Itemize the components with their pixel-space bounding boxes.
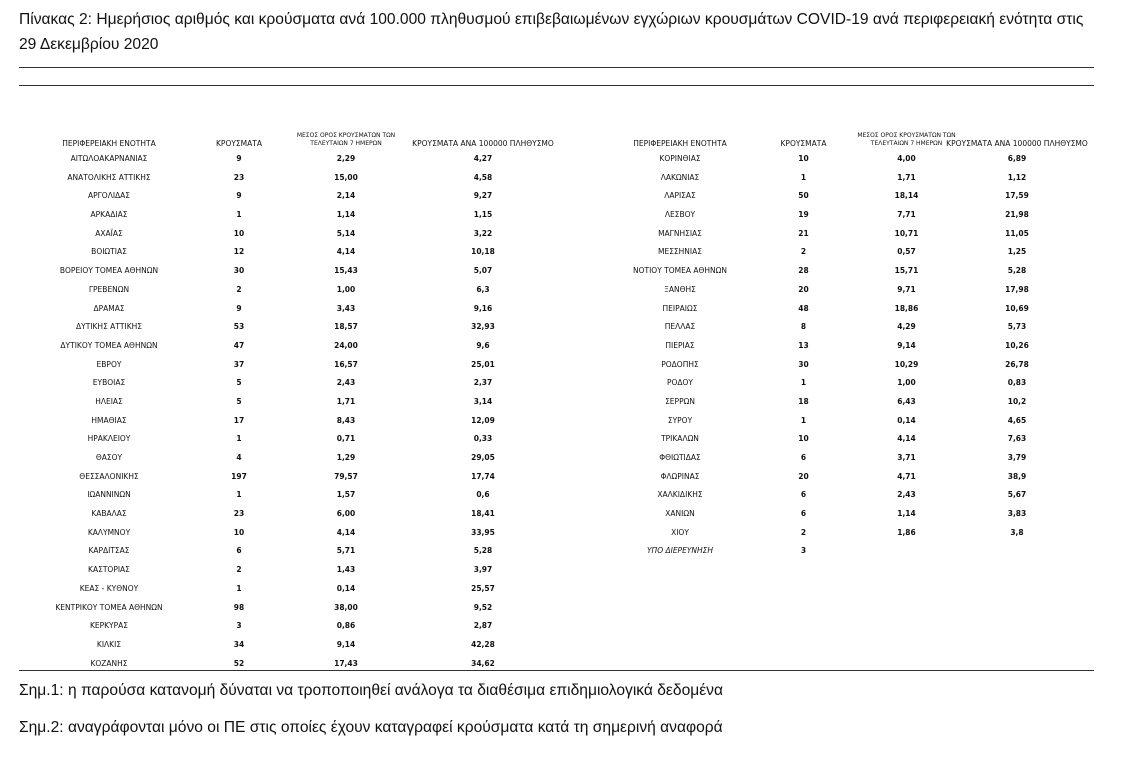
cases-cell: 4 [236,453,242,462]
page-title: Πίνακας 2: Ημερήσιος αριθμός και κρούσματα ανά 100.000 πληθυσμού επιβεβαιωμένων εγχώριων κρουσμάτων COVID-19 ανά περιφερειακή ενότητα στις 29 Δεκεμβρίου 2020 [19,11,1084,53]
avg-cell: 1,14 [336,210,356,220]
cases-cell: 23 [233,509,245,519]
region-cell: ΗΡΑΚΛΕΙΟΥ [87,434,131,444]
avg-cell: 1,14 [897,509,916,519]
per100k-cell: 3,8 [1010,527,1024,537]
region-cell: ΣΕΡΡΩΝ [665,396,695,406]
avg-cell: 7,71 [897,210,916,220]
region-cell: ΗΜΑΘΙΑΣ [91,415,127,425]
cases-cell: 6 [236,546,242,556]
region-cell: ΔΥΤΙΚΗΣ ΑΤΤΙΚΗΣ [76,322,142,332]
per100k-cell: 5,28 [1007,266,1027,276]
per100k-cell: 25,01 [471,359,495,369]
avg-header-line1: ΜΕΣΟΣ ΟΡΟΣ ΚΡΟΥΣΜΑΤΩΝ ΤΩΝ [857,132,956,139]
region-cell: ΠΙΕΡΙΑΣ [665,340,695,350]
per100k-cell: 3,14 [473,396,493,406]
avg-cell: 1,57 [336,490,356,500]
region-cell: ΚΑΛΥΜΝΟΥ [87,527,131,537]
per100k-cell: 7,63 [1007,434,1027,444]
region-cell: ΕΒΡΟΥ [96,359,122,369]
cases-header: ΚΡΟΥΣΜΑΤΑ [780,139,827,148]
avg-cell: 10,29 [894,359,919,369]
per100k-cell: 5,67 [1007,490,1027,500]
region-cell: ΡΟΔΟΠΗΣ [661,359,699,369]
region-cell: ΚΙΛΚΙΣ [96,639,122,649]
cases-cell: 1 [800,415,807,425]
avg-cell: 1,71 [336,396,356,406]
region-cell: ΡΟΔΟΥ [666,378,694,388]
avg-cell: 15,43 [334,266,358,276]
avg-cell: 15,00 [334,172,358,182]
cases-cell: 18 [798,396,809,406]
avg-cell: 79,57 [334,471,358,481]
cases-cell: 9 [236,154,242,163]
region-cell: ΔΥΤΙΚΟΥ ΤΟΜΕΑ ΑΘΗΝΩΝ [60,340,158,350]
region-cell: ΑΡΚΑΔΙΑΣ [90,210,128,220]
cases-cell: 8 [800,322,807,332]
avg-header [278,132,414,148]
avg-cell: 2,14 [336,191,356,201]
avg-cell: 4,71 [897,471,916,481]
per100k-cell: 38,9 [1007,471,1027,481]
avg-cell: 0,71 [336,434,356,444]
cases-cell: 10 [798,434,809,444]
region-cell: ΒΟΙΩΤΙΑΣ [91,247,127,257]
cases-cell: 1 [236,434,242,444]
per100k-cell: 0,6 [476,490,490,500]
divider [19,85,1094,86]
per100k-cell: 9,6 [476,340,490,350]
per100k-cell: 1,12 [1007,172,1027,182]
per100k-cell: 0,83 [1007,378,1027,388]
region-cell: ΚΑΡΔΙΤΣΑΣ [88,546,130,556]
region-cell: ΚΑΒΑΛΑΣ [91,509,127,519]
cases-cell: 53 [233,322,245,332]
avg-cell: 3,71 [897,453,916,462]
region-cell: ΛΕΣΒΟΥ [664,210,696,220]
cases-cell: 1 [236,583,242,593]
region-cell: ΠΕΛΛΑΣ [664,322,696,332]
divider [19,67,1094,68]
avg-header-line2: ΤΕΛΕΥΤΑΙΩΝ 7 ΗΜΕΡΩΝ [310,140,382,147]
avg-cell: 1,00 [336,284,356,294]
region-cell: ΑΧΑΪΑΣ [95,228,123,238]
avg-header-line1: ΜΕΣΟΣ ΟΡΟΣ ΚΡΟΥΣΜΑΤΩΝ ΤΩΝ [296,132,396,139]
avg-cell: 9,71 [897,284,916,294]
per100k-cell: 10,18 [471,247,495,257]
avg-cell: 4,00 [897,154,916,163]
region-cell: ΜΕΣΣΗΝΙΑΣ [657,247,703,257]
cases-cell: 48 [798,303,809,313]
avg-cell: 4,14 [336,527,356,537]
per100k-cell: 2,87 [473,621,493,631]
region-header: ΠΕΡΙΦΕΡΕΙΑΚΗ ΕΝΟΤΗΤΑ [62,139,156,148]
region-header: ΠΕΡΙΦΕΡΕΙΑΚΗ ΕΝΟΤΗΤΑ [633,139,727,148]
avg-cell: 4,14 [336,247,356,257]
region-cell: ΥΠΟ ΔΙΕΡΕΥΝΗΣΗ [646,546,714,556]
avg-cell: 17,43 [334,658,358,668]
per100k-cell: 32,93 [471,322,495,332]
cases-cell: 2 [236,284,242,294]
avg-cell: 1,00 [897,378,916,388]
avg-cell: 18,57 [334,322,358,332]
avg-cell: 38,00 [334,602,358,612]
per100k-header: ΚΡΟΥΣΜΑΤΑ ΑΝΑ 100000 ΠΛΗΘΥΣΜΟ [946,139,1088,148]
region-cell: ΗΛΕΙΑΣ [95,396,123,406]
avg-cell: 0,14 [897,415,916,425]
divider [19,670,1094,671]
cases-cell: 34 [233,639,245,649]
region-cell: ΛΑΡΙΣΑΣ [664,191,696,201]
region-cell: ΘΑΣΟΥ [95,453,123,462]
cases-cell: 23 [233,172,245,182]
per100k-cell: 18,41 [471,509,495,519]
per100k-cell: 5,07 [473,266,493,276]
per100k-cell: 6,3 [476,284,490,294]
region-cell: ΑΝΑΤΟΛΙΚΗΣ ΑΤΤΙΚΗΣ [67,172,151,182]
per100k-cell: 3,79 [1007,453,1027,462]
avg-cell: 2,29 [336,154,356,163]
avg-cell: 9,14 [336,639,356,649]
per100k-cell: 0,33 [473,434,493,444]
per100k-cell: 21,98 [1005,210,1029,220]
per100k-cell: 6,89 [1007,154,1027,163]
cases-cell: 1 [236,490,242,500]
avg-cell: 10,71 [894,228,919,238]
cases-cell: 5 [236,396,242,406]
region-cell: ΧΑΛΚΙΔΙΚΗΣ [657,490,703,500]
avg-cell: 24,00 [334,340,358,350]
avg-cell: 6,00 [336,509,356,519]
per100k-cell: 25,57 [471,583,495,593]
cases-cell: 6 [800,509,807,519]
cases-cell: 1 [800,378,807,388]
region-cell: ΧΑΝΙΩΝ [665,509,695,519]
per100k-header: ΚΡΟΥΣΜΑΤΑ ΑΝΑ 100000 ΠΛΗΘΥΣΜΟ [412,139,554,148]
per100k-cell: 4,65 [1007,415,1027,425]
per100k-cell: 26,78 [1005,359,1029,369]
cases-cell: 37 [233,359,245,369]
region-cell: ΦΛΩΡΙΝΑΣ [660,471,700,481]
cases-cell: 13 [798,340,809,350]
cases-cell: 2 [800,247,807,257]
cases-cell: 10 [233,527,245,537]
region-cell: ΣΥΡΟΥ [667,415,693,425]
cases-cell: 52 [233,658,245,668]
per100k-cell: 3,22 [473,228,493,238]
per100k-cell: 1,15 [473,210,493,220]
cases-cell: 10 [798,154,809,163]
per100k-cell: 4,58 [473,172,493,182]
cases-cell: 3 [236,621,242,631]
region-cell: ΔΡΑΜΑΣ [93,303,125,313]
region-cell: ΚΕΝΤΡΙΚΟΥ ΤΟΜΕΑ ΑΘΗΝΩΝ [55,602,163,612]
region-cell: ΕΥΒΟΙΑΣ [92,378,126,388]
avg-cell: 2,43 [336,378,356,388]
avg-cell: 1,71 [897,172,916,182]
cases-cell: 1 [800,172,807,182]
per100k-cell: 10,69 [1005,303,1029,313]
per100k-cell: 29,05 [471,453,495,462]
avg-cell: 1,43 [336,565,356,575]
cases-cell: 9 [236,191,242,201]
avg-cell: 4,14 [897,434,916,444]
cases-cell: 6 [800,453,807,462]
cases-cell: 10 [233,228,245,238]
region-cell: ΞΑΝΘΗΣ [664,284,696,294]
cases-cell: 30 [798,359,809,369]
region-cell: ΚΕΑΣ - ΚΥΘΝΟΥ [79,583,139,593]
per100k-cell: 9,52 [473,602,493,612]
cases-cell: 19 [798,210,809,220]
per100k-cell: 33,95 [471,527,495,537]
cases-cell: 47 [233,340,245,350]
per100k-cell: 42,28 [471,639,495,649]
cases-cell: 98 [233,602,245,612]
region-cell: ΙΩΑΝΝΙΝΩΝ [87,490,131,500]
avg-cell: 18,14 [894,191,919,201]
per100k-cell: 9,16 [473,303,493,313]
avg-cell: 8,43 [336,415,356,425]
cases-cell: 3 [800,546,807,556]
cases-cell: 17 [233,415,245,425]
region-cell: ΠΕΙΡΑΙΩΣ [662,303,698,313]
region-cell: ΚΕΡΚΥΡΑΣ [89,621,129,631]
cases-cell: 28 [798,266,809,276]
cases-cell: 21 [798,228,809,238]
region-cell: ΧΙΟΥ [671,527,689,537]
region-cell: ΓΡΕΒΕΝΩΝ [88,284,130,294]
cases-cell: 20 [798,284,809,294]
per100k-cell: 17,74 [471,471,495,481]
cases-cell: 50 [798,191,809,201]
per100k-cell: 3,97 [473,565,493,575]
cases-cell: 12 [233,247,245,257]
cases-cell: 1 [236,210,242,220]
per100k-cell: 5,28 [473,546,493,556]
cases-cell: 9 [236,303,242,313]
region-cell: ΦΘΙΩΤΙΔΑΣ [659,453,701,462]
region-cell: ΑΙΤΩΛΟΑΚΑΡΝΑΝΙΑΣ [70,154,148,163]
avg-cell: 0,57 [897,247,916,257]
per100k-cell: 4,27 [473,154,493,163]
region-cell: ΚΟΡΙΝΘΙΑΣ [659,154,701,163]
region-cell: ΝΟΤΙΟΥ ΤΟΜΕΑ ΑΘΗΝΩΝ [632,266,727,276]
cases-cell: 20 [798,471,809,481]
note-1: Σημ.1: η παρούσα κατανομή δύναται να τροποποιηθεί ανάλογα τα διαθέσιμα επιδημιολογικά δεδομένα [19,682,723,699]
cases-cell: 2 [236,565,242,575]
avg-cell: 1,29 [336,453,356,462]
per100k-cell: 34,62 [471,658,495,668]
note-2: Σημ.2: αναγράφονται μόνο οι ΠΕ στις οποίες έχουν καταγραφεί κρούσματα κατά τη σημερινή αναφορά [19,719,723,736]
avg-cell: 3,43 [336,303,356,313]
cases-cell: 2 [800,527,807,537]
per100k-cell: 12,09 [471,415,495,425]
avg-cell: 5,14 [336,228,356,238]
avg-cell: 1,86 [897,527,916,537]
cases-cell: 5 [236,378,242,388]
per100k-cell: 17,59 [1005,191,1029,201]
avg-cell: 0,86 [336,621,356,631]
cases-cell: 197 [231,471,247,481]
avg-cell: 18,86 [894,303,919,313]
avg-cell: 5,71 [336,546,356,556]
per100k-cell: 10,2 [1007,396,1027,406]
region-cell: ΚΑΣΤΟΡΙΑΣ [88,565,130,575]
per100k-cell: 17,98 [1005,284,1029,294]
avg-cell: 0,14 [336,583,356,593]
avg-header-line2: ΤΕΛΕΥΤΑΙΩΝ 7 ΗΜΕΡΩΝ [870,140,943,147]
avg-cell: 6,43 [897,396,916,406]
region-cell: ΜΑΓΝΗΣΙΑΣ [658,228,702,238]
per100k-cell: 10,26 [1005,340,1029,350]
avg-cell: 16,57 [334,359,358,369]
avg-cell: 15,71 [894,266,919,276]
avg-cell: 4,29 [897,322,916,332]
region-cell: ΚΟΖΑΝΗΣ [90,658,128,668]
region-cell: ΤΡΙΚΑΛΩΝ [661,434,699,444]
per100k-cell: 2,37 [473,378,493,388]
cases-cell: 6 [800,490,807,500]
per100k-cell: 11,05 [1005,228,1029,238]
region-cell: ΒΟΡΕΙΟΥ ΤΟΜΕΑ ΑΘΗΝΩΝ [59,266,159,276]
region-cell: ΑΡΓΟΛΙΔΑΣ [87,191,131,201]
cases-cell: 30 [233,266,245,276]
region-cell: ΛΑΚΩΝΙΑΣ [660,172,700,182]
per100k-cell: 3,83 [1007,509,1027,519]
avg-cell: 2,43 [897,490,916,500]
per100k-cell: 5,73 [1007,322,1027,332]
avg-cell: 9,14 [897,340,916,350]
cases-header: ΚΡΟΥΣΜΑΤΑ [216,139,262,148]
region-cell: ΘΕΣΣΑΛΟΝΙΚΗΣ [79,471,139,481]
per100k-cell: 9,27 [473,191,493,201]
per100k-cell: 1,25 [1007,247,1027,257]
